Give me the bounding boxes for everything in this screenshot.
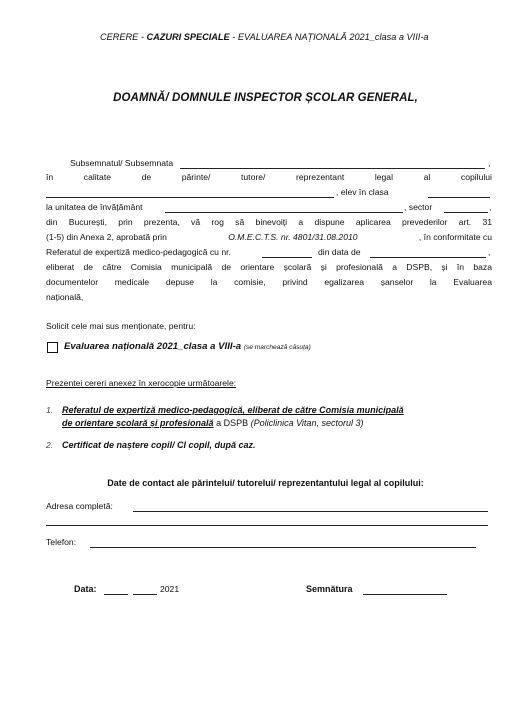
sector-field[interactable] bbox=[444, 212, 488, 213]
request-intro: Solicit cele mai sus menționate, pentru: bbox=[46, 321, 196, 331]
comma-3: , bbox=[488, 247, 491, 257]
comma-2: , bbox=[489, 202, 492, 212]
body-line-6: (1-5) din Anexa 2, aprobată prin O.M.E.C.T.S. nr. 4801/31.08.2010 , în conformitate cu bbox=[46, 232, 492, 242]
comma-1: , bbox=[488, 158, 491, 168]
signature-label: Semnătura bbox=[306, 584, 353, 594]
referral-date-label: din data de bbox=[318, 247, 361, 257]
body-line-5: din București, prin prezenta, vă rog să binevoiți a dispune aplicarea prevederilor art. 31 bbox=[46, 217, 492, 227]
annex-item-1-line-1: Referatul de expertiză medico-pedagogică, eliberat de către Comisia municipală bbox=[62, 405, 404, 415]
exam-option-note: (se marchează căsuța) bbox=[243, 344, 311, 351]
annex-item-2: Certificat de naștere copil/ CI copil, după caz. bbox=[62, 440, 256, 450]
header-text-2: CAZURI SPECIALE bbox=[146, 32, 230, 42]
exam-option-label: Evaluarea națională 2021_clasa a VIII-a bbox=[64, 341, 242, 352]
contact-heading: Date de contact ale părintelui/ tutorelui/ reprezentantului legal al copilului: bbox=[107, 478, 424, 488]
date-label: Data: bbox=[74, 584, 97, 594]
body-line-9: documentelor medicale depuse la comisie, privind egalizarea șanselor la Evaluarea bbox=[46, 277, 492, 287]
annex-item-1-number: 1. bbox=[46, 405, 54, 415]
date-year: 2021 bbox=[160, 584, 180, 594]
address-field[interactable] bbox=[133, 511, 488, 512]
phone-field[interactable] bbox=[90, 547, 476, 548]
date-month-field[interactable] bbox=[133, 594, 157, 595]
header-text-3: - EVALUAREA NAȚIONALĂ 2021_clasa a VIII-a bbox=[229, 32, 429, 42]
class-label: , elev în clasa bbox=[336, 187, 389, 197]
annex-item-2-number: 2. bbox=[46, 440, 54, 450]
referral-number-field[interactable] bbox=[262, 257, 312, 258]
body-line-10: națională, bbox=[46, 292, 84, 302]
document-title: DOAMNĂ/ DOMNULE INSPECTOR ȘCOLAR GENERAL, bbox=[113, 92, 418, 104]
annex-heading: Prezentei cereri anexez în xerocopie următoarele: bbox=[46, 378, 237, 388]
sector-label: , sector bbox=[404, 202, 433, 212]
applicant-label: Subsemnatul/ Subsemnata bbox=[70, 158, 174, 168]
child-name-field[interactable] bbox=[46, 197, 334, 198]
header-text-1: CERERE - bbox=[100, 32, 147, 42]
class-field[interactable] bbox=[428, 197, 490, 198]
applicant-name-field[interactable] bbox=[180, 168, 485, 169]
school-field[interactable] bbox=[165, 212, 403, 213]
exam-checkbox[interactable] bbox=[47, 342, 58, 353]
capacity-line: în calitate de părinte/ tutore/ reprezentant legal al copilului bbox=[46, 172, 492, 182]
body-line-8: eliberat de către Comisia municipală de orientare școlară și profesională a DSPB, și în baza bbox=[46, 262, 492, 272]
referral-date-field[interactable] bbox=[370, 257, 486, 258]
date-day-field[interactable] bbox=[104, 594, 128, 595]
address-field-2[interactable] bbox=[46, 525, 488, 526]
address-label: Adresa completă: bbox=[46, 501, 113, 511]
exam-option bbox=[64, 341, 311, 352]
referral-label: Referatul de expertiză medico-pedagogică cu nr. bbox=[46, 247, 231, 257]
annex-item-1-line-2: de orientare școlară și profesională a DSPB (Policlinica Vitan, sectorul 3) bbox=[62, 418, 364, 428]
document-header bbox=[100, 32, 429, 42]
school-label: la unitatea de învățământ bbox=[46, 202, 143, 212]
signature-field[interactable] bbox=[363, 594, 447, 595]
phone-label: Telefon: bbox=[46, 537, 77, 547]
